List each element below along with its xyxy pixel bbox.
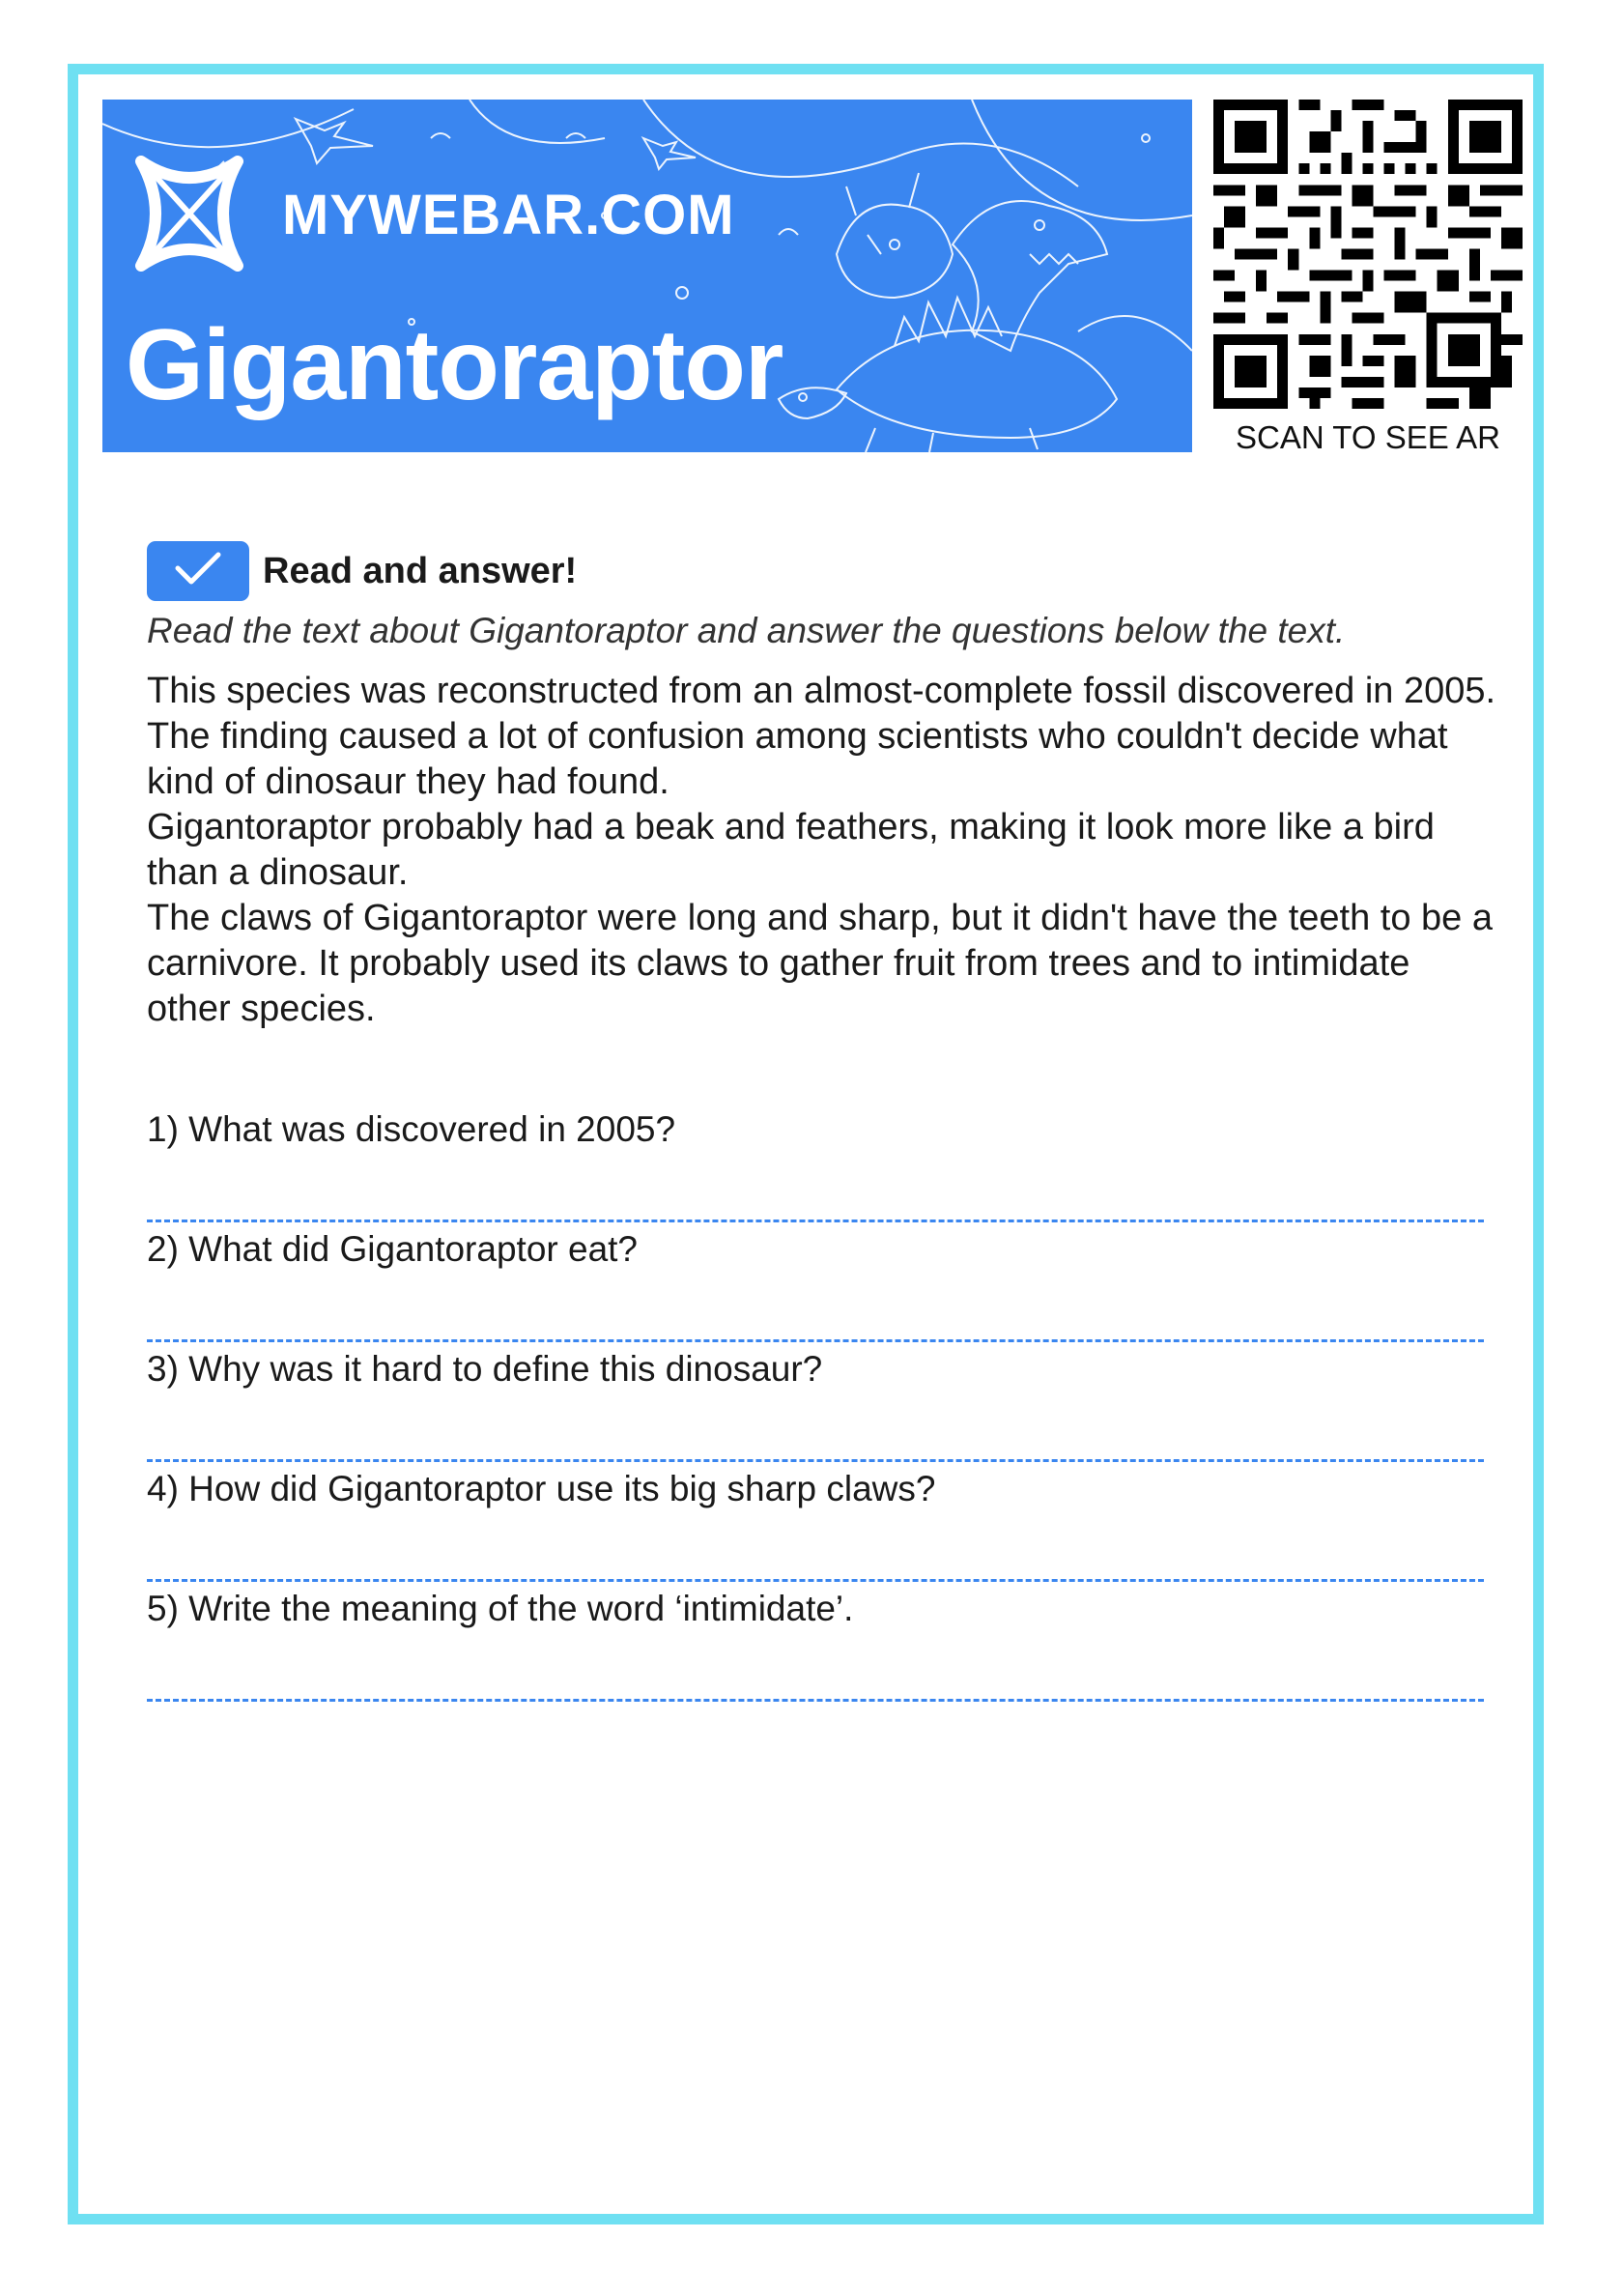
brand-name: MYWEBAR.COM	[282, 184, 735, 246]
checkmark-icon	[174, 551, 222, 589]
question-2: 2) What did Gigantoraptor eat?	[147, 1229, 639, 1269]
question-1: 1) What was discovered in 2005?	[147, 1109, 676, 1149]
page-title: Gigantoraptor	[126, 309, 783, 421]
passage-paragraph: Gigantoraptor probably had a beak and feathers, making it look more like a bird than a dinosaur.	[147, 807, 1435, 893]
passage-paragraph: This species was reconstructed from an almost-complete fossil discovered in 2005. The finding caused a lot of confusion among scientists who couldn't decide what kind of dinosaur they had found.	[147, 671, 1496, 802]
answer-line-5[interactable]	[147, 1699, 1484, 1702]
section-title: Read and answer!	[263, 551, 578, 591]
mywebar-logo-icon	[131, 156, 247, 272]
header-banner	[102, 100, 1192, 452]
reading-passage	[147, 669, 1499, 1032]
question-5: 5) Write the meaning of the word ‘intimidate’.	[147, 1589, 854, 1628]
qr-caption: SCAN TO SEE AR	[1236, 419, 1500, 455]
answer-line-3[interactable]	[147, 1459, 1484, 1462]
question-4: 4) How did Gigantoraptor use its big sharp claws?	[147, 1469, 936, 1508]
instructions: Read the text about Gigantoraptor and answer the questions below the text.	[147, 611, 1346, 650]
answer-line-4[interactable]	[147, 1579, 1484, 1582]
answer-line-2[interactable]	[147, 1339, 1484, 1342]
check-badge	[147, 541, 249, 601]
question-3: 3) Why was it hard to define this dinosaur?	[147, 1349, 823, 1389]
answer-line-1[interactable]	[147, 1220, 1484, 1222]
passage-paragraph: The claws of Gigantoraptor were long and sharp, but it didn't have the teeth to be a carnivore. It probably used its claws to gather fruit from trees and to intimidate other species.	[147, 898, 1494, 1029]
qr-code-icon[interactable]	[1213, 100, 1523, 409]
